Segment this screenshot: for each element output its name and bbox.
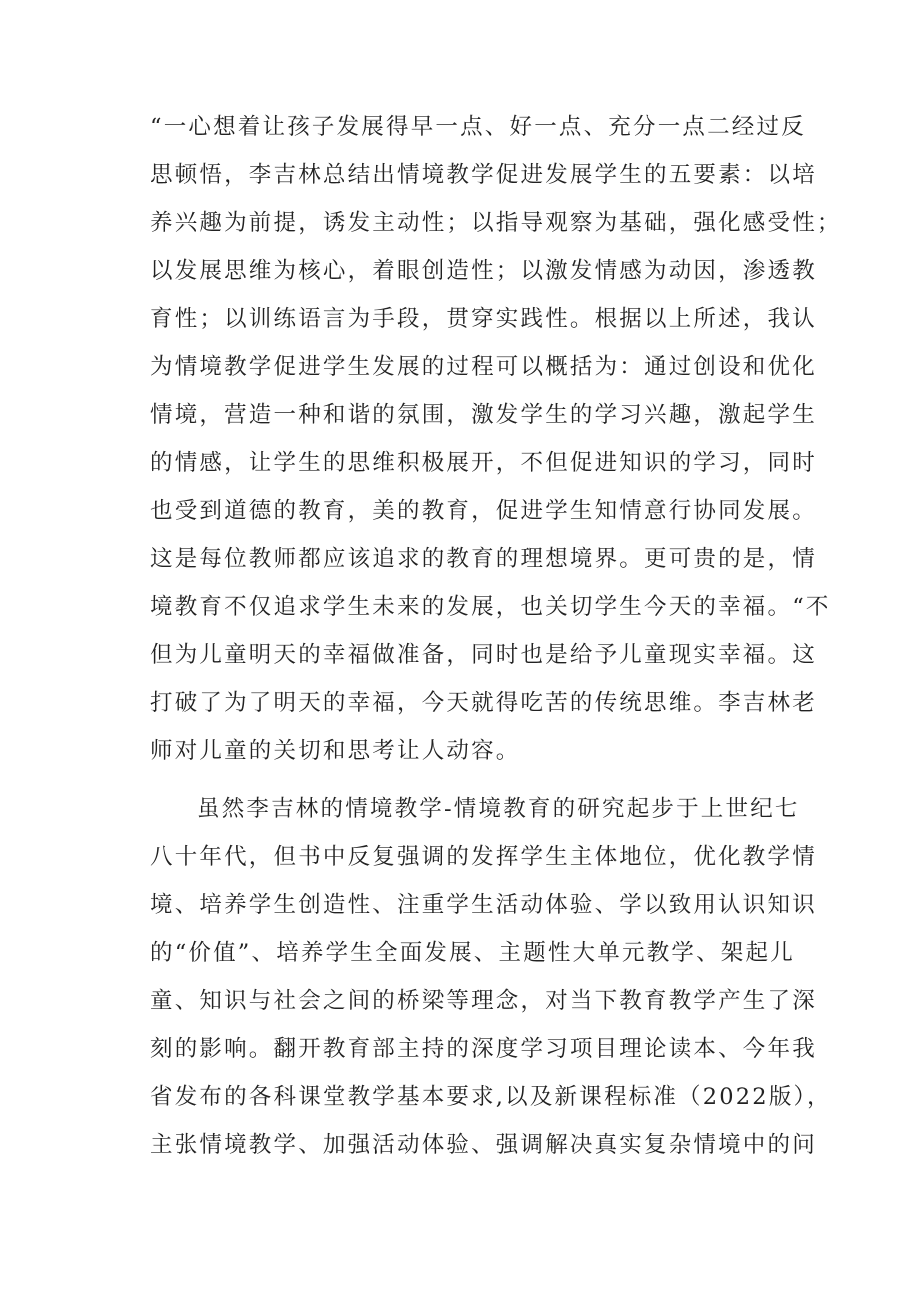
text-line: 育性；以训练语言为手段，贯穿实践性。根据以上所述，我认 bbox=[150, 306, 817, 332]
text-line: 但为儿童明天的幸福做准备，同时也是给予儿童现实幸福。这 bbox=[150, 642, 817, 668]
text-line: 打破了为了明天的幸福，今天就得吃苦的传统思维。李吉林老 bbox=[150, 690, 817, 716]
text-line: 养兴趣为前提，诱发主动性；以指导观察为基础，强化感受性； bbox=[150, 210, 842, 236]
text-line: 虽然李吉林的情境教学-情境教育的研究起步于上世纪七 bbox=[197, 796, 800, 822]
text-line: 刻的影响。翻开教育部主持的深度学习项目理论读本、今年我 bbox=[150, 1036, 817, 1062]
text-line: “一心想着让孩子发展得早一点、好一点、充分一点二经过反 bbox=[150, 114, 806, 140]
text-line: 思顿悟，李吉林总结出情境教学促进发展学生的五要素：以培 bbox=[150, 162, 817, 188]
text-line: 也受到道德的教育，美的教育，促进学生知情意行协同发展。 bbox=[150, 498, 817, 524]
text-line: 师对儿童的关切和思考让人动容。 bbox=[150, 738, 521, 764]
text-line: 情境，营造一种和谐的氛围，激发学生的学习兴趣，激起学生 bbox=[150, 402, 817, 428]
text-line: 八十年代，但书中反复强调的发挥学生主体地位，优化教学情 bbox=[150, 844, 817, 870]
text-line: 童、知识与社会之间的桥梁等理念，对当下教育教学产生了深 bbox=[150, 988, 817, 1014]
text-line: 境教育不仅追求学生未来的发展，也关切学生今天的幸福。“不 bbox=[150, 594, 831, 620]
text-line: 以发展思维为核心，着眼创造性；以激发情感为动因，渗透教 bbox=[150, 258, 817, 284]
text-line: 这是每位教师都应该追求的教育的理想境界。更可贵的是，情 bbox=[150, 546, 817, 572]
text-line: 主张情境教学、加强活动体验、强调解决真实复杂情境中的问 bbox=[150, 1132, 817, 1158]
text-line: 的“价值”、培养学生全面发展、主题性大单元教学、架起儿 bbox=[150, 940, 795, 966]
text-line: 的情感，让学生的思维积极展开，不但促进知识的学习，同时 bbox=[150, 450, 817, 476]
text-line: 为情境教学促进学生发展的过程可以概括为：通过创设和优化 bbox=[150, 354, 817, 380]
text-line: 境、培养学生创造性、注重学生活动体验、学以致用认识知识 bbox=[150, 892, 817, 918]
text-line: 省发布的各科课堂教学基本要求,以及新课程标准（2022版）， bbox=[150, 1084, 832, 1110]
